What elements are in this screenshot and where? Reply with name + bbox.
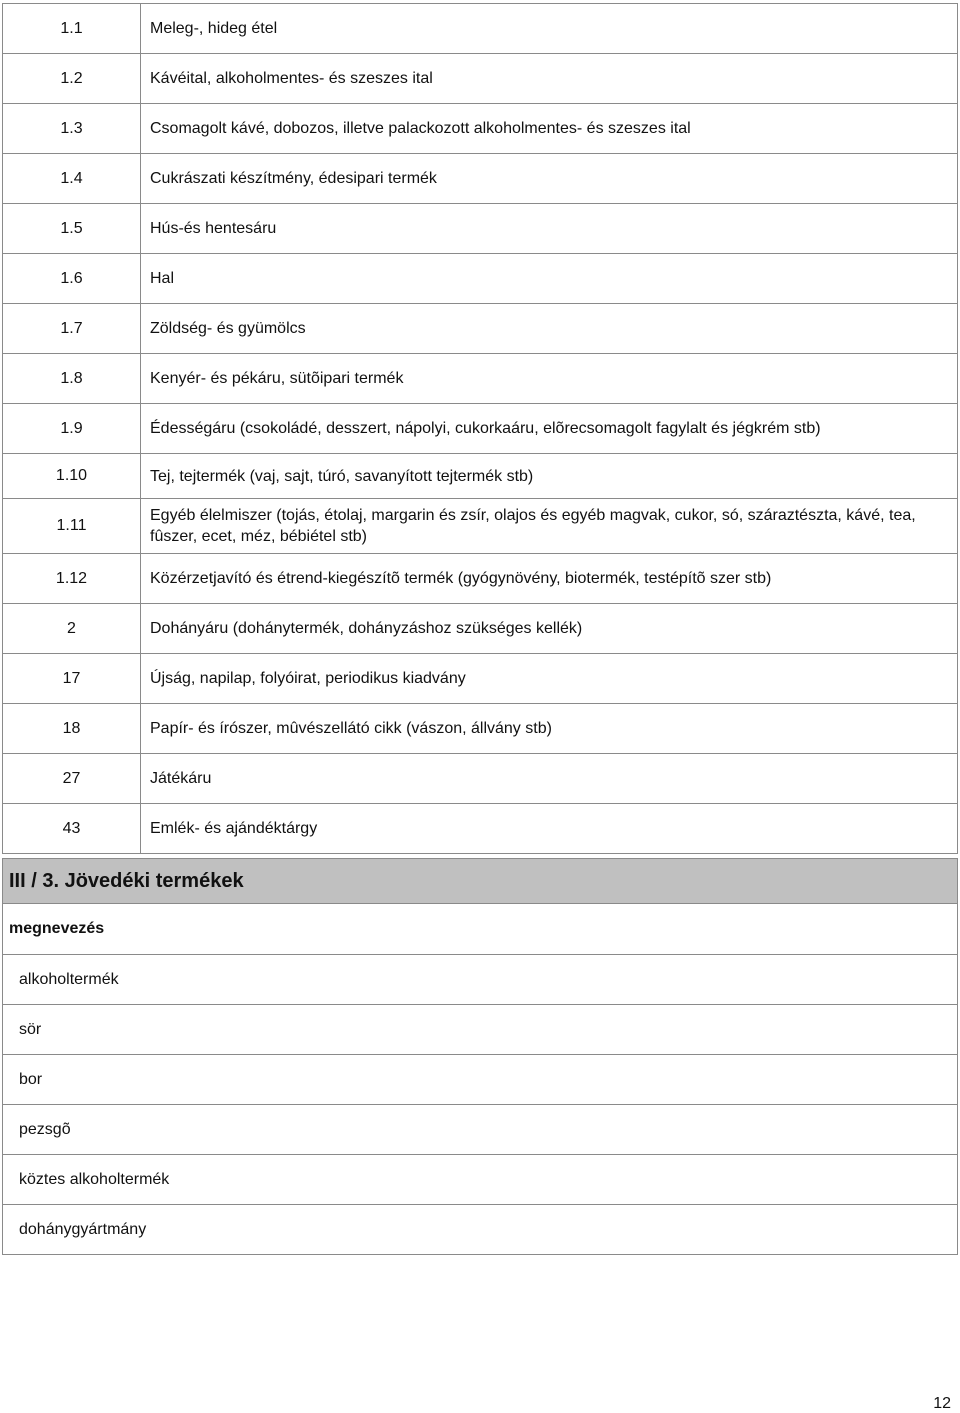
- item-code: 2: [3, 604, 141, 654]
- item-description: Kenyér- és pékáru, sütõipari termék: [141, 354, 958, 404]
- item-code: 18: [3, 704, 141, 754]
- row-tick-mark: [3, 1204, 14, 1205]
- row-tick-mark: [3, 1004, 14, 1005]
- table-row: [3, 654, 958, 704]
- item-code: 1.7: [3, 304, 141, 354]
- table-row: [3, 4, 958, 54]
- page-number: 12: [933, 1395, 951, 1412]
- excise-item: pezsgõ: [19, 1120, 71, 1138]
- item-description: Tej, tejtermék (vaj, sajt, túró, savanyított tejtermék stb): [141, 454, 958, 499]
- row-tick-mark: [3, 1104, 14, 1105]
- column-header: megnevezés: [3, 904, 958, 955]
- excise-item: köztes alkoholtermék: [19, 1170, 170, 1188]
- table-row: [3, 154, 958, 204]
- item-code: 17: [3, 654, 141, 704]
- item-description: Kávéital, alkoholmentes- és szeszes ital: [141, 54, 958, 104]
- table-row: [3, 1205, 958, 1255]
- section-header-row: [3, 859, 958, 904]
- item-description: Játékáru: [141, 754, 958, 804]
- table-row: [3, 955, 958, 1005]
- section-title: III / 3. Jövedéki termékek: [3, 859, 958, 904]
- item-description: Cukrászati készítmény, édesipari termék: [141, 154, 958, 204]
- item-description: Dohányáru (dohánytermék, dohányzáshoz szükséges kellék): [141, 604, 958, 654]
- table-row: [3, 204, 958, 254]
- item-description: Édességáru (csokoládé, desszert, nápolyi, cukorkaáru, elõrecsomagolt fagylalt és jégkrém stb): [141, 404, 958, 454]
- column-header-row: [3, 904, 958, 955]
- item-description: Meleg-, hideg étel: [141, 4, 958, 54]
- table-row: [3, 304, 958, 354]
- item-code: 1.12: [3, 554, 141, 604]
- row-tick-mark: [3, 1154, 14, 1155]
- table-row: [3, 754, 958, 804]
- item-description: Zöldség- és gyümölcs: [141, 304, 958, 354]
- table-row: [3, 404, 958, 454]
- excise-item: dohánygyártmány: [19, 1220, 147, 1238]
- item-description: Közérzetjavító és étrend-kiegészítõ termék (gyógynövény, biotermék, testépítõ szer stb): [141, 554, 958, 604]
- excise-item: bor: [19, 1070, 43, 1088]
- table-row: [3, 1105, 958, 1155]
- table-row: [3, 604, 958, 654]
- table-row: [3, 499, 958, 554]
- table-row: [3, 804, 958, 854]
- table-row: [3, 254, 958, 304]
- item-description: Emlék- és ajándéktárgy: [141, 804, 958, 854]
- item-description: Papír- és írószer, mûvészellátó cikk (vászon, állvány stb): [141, 704, 958, 754]
- table-row: [3, 1155, 958, 1205]
- item-code: 1.9: [3, 404, 141, 454]
- item-code: 1.2: [3, 54, 141, 104]
- item-description: Egyéb élelmiszer (tojás, étolaj, margarin és zsír, olajos és egyéb magvak, cukor, só, száraztészta, kávé, tea, fûszer, ecet, méz, bébiétel stb): [141, 499, 958, 554]
- table-row: [3, 454, 958, 499]
- product-category-table: [2, 3, 958, 854]
- excise-products-table: [2, 858, 958, 1255]
- item-code: 1.6: [3, 254, 141, 304]
- item-code: 1.11: [3, 499, 141, 554]
- item-code: 1.8: [3, 354, 141, 404]
- table-row: [3, 104, 958, 154]
- table-row: [3, 1005, 958, 1055]
- excise-item: alkoholtermék: [3, 955, 958, 1005]
- item-description: Hús-és hentesáru: [141, 204, 958, 254]
- item-code: 1.4: [3, 154, 141, 204]
- item-description: Csomagolt kávé, dobozos, illetve palackozott alkoholmentes- és szeszes ital: [141, 104, 958, 154]
- row-tick-mark: [3, 1054, 14, 1055]
- item-description: Hal: [141, 254, 958, 304]
- table-row: [3, 354, 958, 404]
- item-code: 1.5: [3, 204, 141, 254]
- item-code: 1.10: [3, 454, 141, 499]
- table-row: [3, 1055, 958, 1105]
- table-row: [3, 54, 958, 104]
- item-code: 27: [3, 754, 141, 804]
- item-code: 1.1: [3, 4, 141, 54]
- item-description: Újság, napilap, folyóirat, periodikus kiadvány: [141, 654, 958, 704]
- table-row: [3, 554, 958, 604]
- item-code: 1.3: [3, 104, 141, 154]
- excise-item: sör: [19, 1020, 42, 1038]
- item-code: 43: [3, 804, 141, 854]
- table-row: [3, 704, 958, 754]
